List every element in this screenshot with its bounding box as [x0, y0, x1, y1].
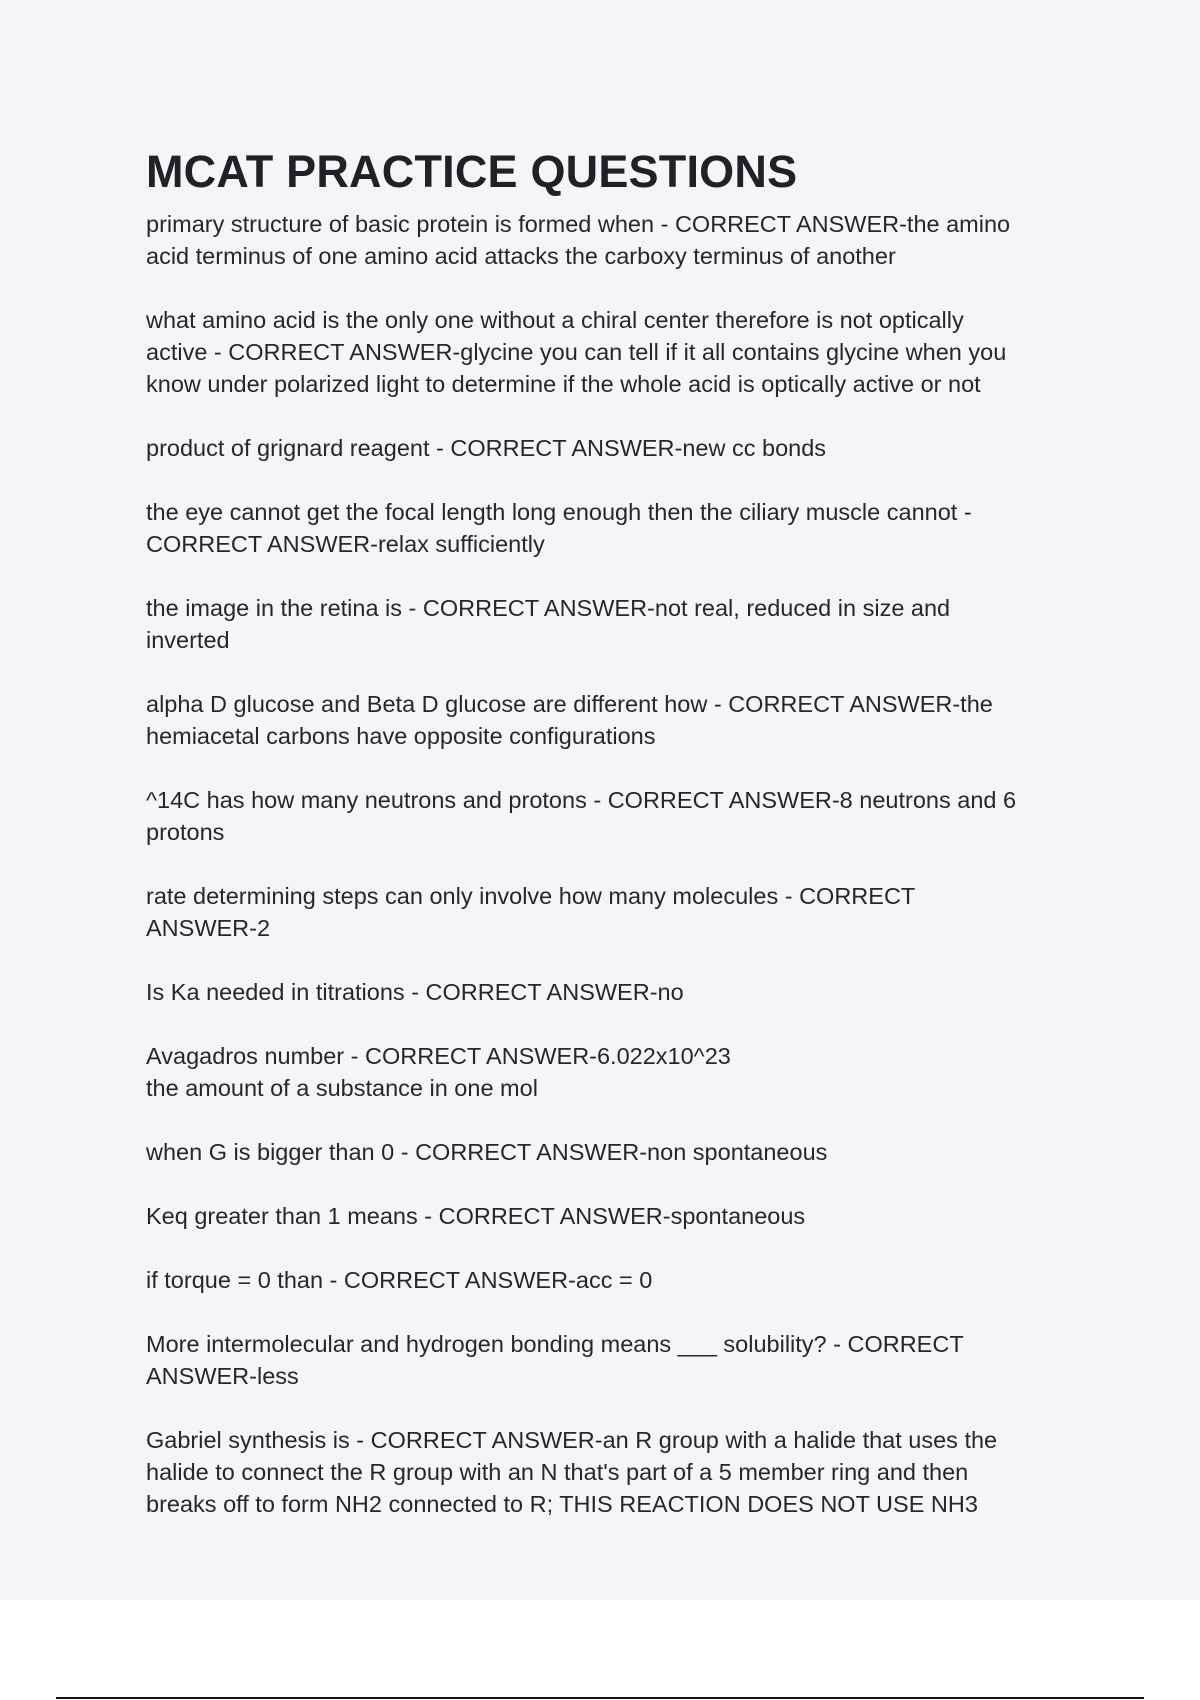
qa-item-12	[146, 1200, 1066, 1232]
qa-line: Is Ka needed in titrations - CORRECT ANSWER-no	[146, 979, 684, 1005]
qa-line: what amino acid is the only one without a chiral center therefore is not optically	[146, 307, 964, 333]
qa-line: if torque = 0 than - CORRECT ANSWER-acc = 0	[146, 1267, 653, 1293]
qa-line: Keq greater than 1 means - CORRECT ANSWER-spontaneous	[146, 1203, 806, 1229]
qa-line: ANSWER-2	[146, 915, 271, 941]
qa-line: CORRECT ANSWER-relax sufficiently	[146, 531, 545, 557]
qa-item-2	[146, 304, 1066, 400]
document-title: MCAT PRACTICE QUESTIONS	[146, 146, 798, 197]
qa-item-5	[146, 592, 1066, 656]
question-list	[146, 208, 1066, 1520]
qa-line: halide to connect the R group with an N that's part of a 5 member ring and then	[146, 1459, 969, 1485]
qa-line: rate determining steps can only involve how many molecules - CORRECT	[146, 883, 916, 909]
qa-item-1	[146, 208, 1066, 272]
qa-line: the amount of a substance in one mol	[146, 1075, 538, 1101]
qa-line: know under polarized light to determine if the whole acid is optically active or not	[146, 371, 981, 397]
qa-line: acid terminus of one amino acid attacks the carboxy terminus of another	[146, 243, 896, 269]
qa-item-9	[146, 976, 1066, 1008]
qa-item-7	[146, 784, 1066, 848]
qa-line: alpha D glucose and Beta D glucose are different how - CORRECT ANSWER-the	[146, 691, 993, 717]
qa-item-14	[146, 1328, 1066, 1392]
qa-line: inverted	[146, 627, 230, 653]
qa-line: Gabriel synthesis is - CORRECT ANSWER-an R group with a halide that uses the	[146, 1427, 998, 1453]
qa-line: ANSWER-less	[146, 1363, 299, 1389]
qa-line: active - CORRECT ANSWER-glycine you can tell if it all contains glycine when you	[146, 339, 1007, 365]
qa-item-13	[146, 1264, 1066, 1296]
qa-line: More intermolecular and hydrogen bonding means ___ solubility? - CORRECT	[146, 1331, 964, 1357]
document-content	[146, 146, 1066, 1552]
qa-item-6	[146, 688, 1066, 752]
qa-item-3	[146, 432, 1066, 464]
qa-line: ^14C has how many neutrons and protons - CORRECT ANSWER-8 neutrons and 6	[146, 787, 1017, 813]
qa-line: breaks off to form NH2 connected to R; THIS REACTION DOES NOT USE NH3	[146, 1491, 978, 1517]
qa-line: Avagadros number - CORRECT ANSWER-6.022x10^23	[146, 1043, 731, 1069]
qa-line: product of grignard reagent - CORRECT ANSWER-new cc bonds	[146, 435, 827, 461]
qa-line: when G is bigger than 0 - CORRECT ANSWER-non spontaneous	[146, 1139, 828, 1165]
qa-item-4	[146, 496, 1066, 560]
qa-item-8	[146, 880, 1066, 944]
qa-line: the image in the retina is - CORRECT ANSWER-not real, reduced in size and	[146, 595, 951, 621]
qa-line: primary structure of basic protein is formed when - CORRECT ANSWER-the amino	[146, 211, 1011, 237]
qa-line: protons	[146, 819, 225, 845]
qa-line: the eye cannot get the focal length long enough then the ciliary muscle cannot -	[146, 499, 972, 525]
qa-item-15	[146, 1424, 1066, 1520]
qa-item-10	[146, 1040, 1066, 1104]
page-bottom-rule	[56, 1697, 1144, 1699]
qa-item-11	[146, 1136, 1066, 1168]
qa-line: hemiacetal carbons have opposite configurations	[146, 723, 656, 749]
